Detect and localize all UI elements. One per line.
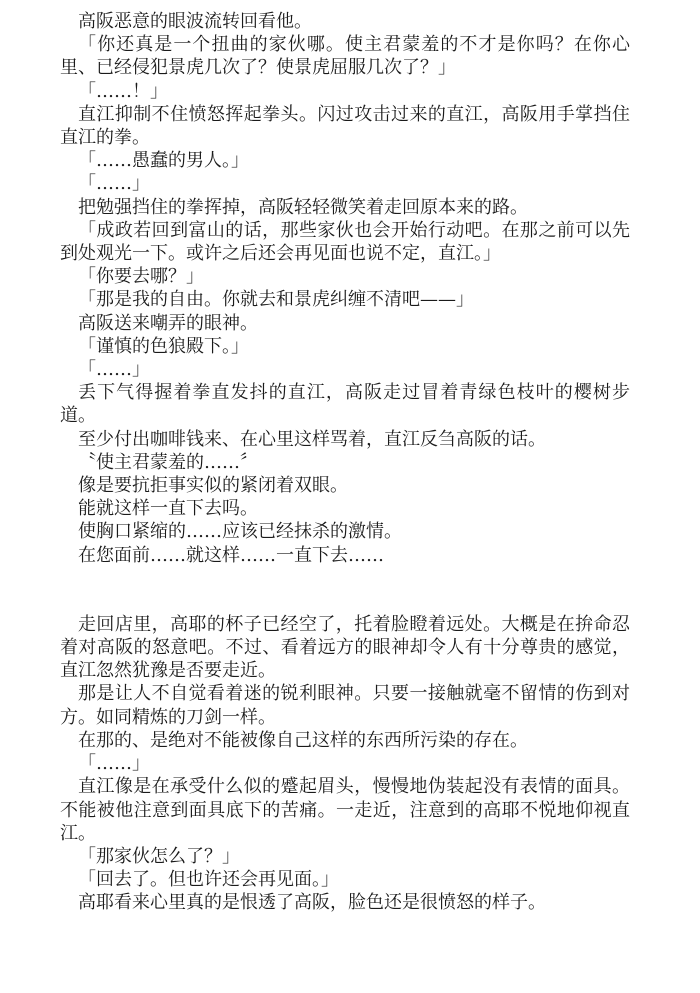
paragraph: 使胸口紧缩的……应该已经抹杀的激情。 [78,521,402,543]
paragraph: 〝使主君蒙羞的……〞 [78,451,258,473]
section-break [60,567,630,613]
paragraph: 至少付出咖啡钱来、在心里这样骂着，直江反刍高阪的话。 [78,428,546,450]
paragraph: 「……」 [78,753,150,775]
paragraph: 那是让人不自觉看着迷的锐利眼神。只要一接触就毫不留情的伤到对方。如同精炼的刀剑一样。 [60,683,630,728]
paragraph: 「你还真是一个扭曲的家伙哪。使主君蒙羞的不才是你吗？在你心里、已经侵犯景虎几次了？使景虎屈服几次了？」 [60,34,630,79]
paragraph: 在您面前……就这样……一直下去…… [78,544,384,566]
paragraph: 把勉强挡住的拳挥掉，高阪轻轻微笑着走回原本来的路。 [78,196,528,218]
paragraph: 「……愚蠢的男人。」 [78,150,249,172]
document-page [60,10,630,915]
paragraph: 「……」 [78,359,150,381]
paragraph: 直江像是在承受什么似的蹙起眉头，慢慢地伪装起没有表情的面具。不能被他注意到面具底下的苦痛。一走近，注意到的高耶不悦地仰视直江。 [60,776,630,844]
paragraph: 高阪恶意的眼波流转回看他。 [78,11,312,32]
paragraph: 能就这样一直下去吗。 [78,498,258,520]
paragraph: 「……！」 [78,80,168,102]
paragraph: 「谨慎的色狼殿下。」 [78,335,249,357]
paragraph: 「回去了。但也许还会再见面。」 [78,869,339,891]
paragraph: 丢下气得握着拳直发抖的直江，高阪走过冒着青绿色枝叶的樱树步道。 [60,382,630,427]
paragraph: 在那的、是绝对不能被像自己这样的东西所污染的存在。 [78,729,528,751]
paragraph: 高阪送来嘲弄的眼神。 [78,312,258,334]
paragraph: 「那家伙怎么了？」 [78,845,240,867]
paragraph: 「成政若回到富山的话，那些家伙也会开始行动吧。在那之前可以先到处观光一下。或许之后还会再见面也说不定，直江。」 [60,219,630,265]
paragraph: 「那是我的自由。你就去和景虎纠缠不清吧——」 [78,289,474,311]
paragraph: 「……」 [78,173,150,195]
paragraph: 高耶看来心里真的是恨透了高阪，脸色还是很愤怒的样子。 [78,892,546,914]
section-2 [60,613,630,915]
paragraph: 直江抑制不住愤怒挥起拳头。闪过攻击过来的直江，高阪用手掌挡住直江的拳。 [60,103,630,149]
paragraph: 像是要抗拒事实似的紧闭着双眼。 [78,475,348,497]
section-1 [60,10,630,567]
paragraph: 「你要去哪？」 [78,266,204,288]
paragraph: 走回店里，高耶的杯子已经空了，托着脸瞪着远处。大概是在拚命忍着对高阪的怒意吧。不过、看着远方的眼神却令人有十分尊贵的感觉，直江忽然犹豫是否要走近。 [60,613,630,682]
